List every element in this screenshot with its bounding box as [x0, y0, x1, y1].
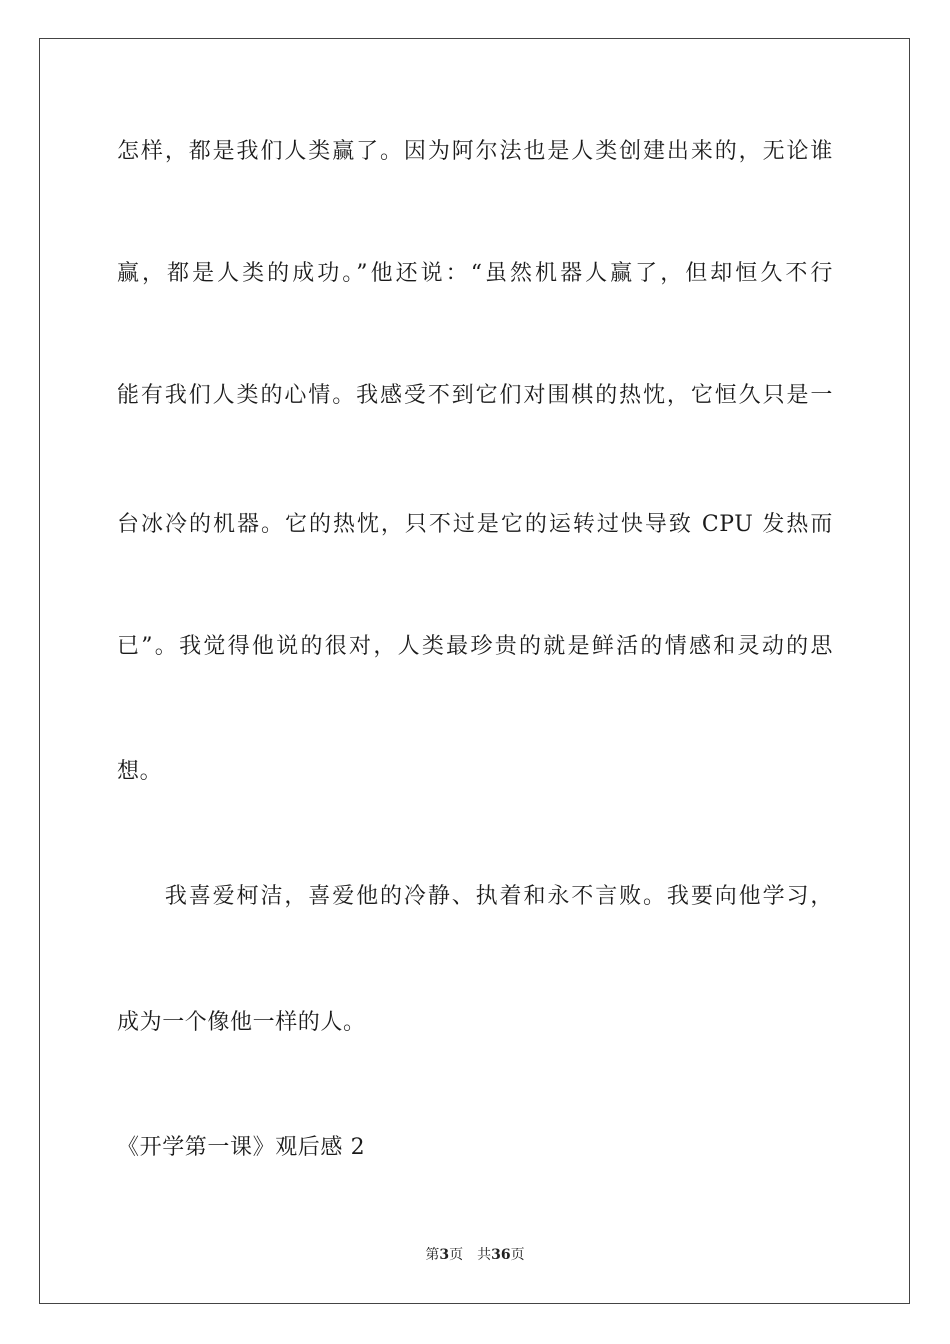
text-line-7: 我喜爱柯洁，喜爱他的冷静、执着和永不言败。我要向他学习， [117, 884, 833, 909]
text-line-4: 台冰冷的机器。它的热忱，只不过是它的运转过快导致 CPU 发热而 [117, 512, 833, 537]
footer-page-number: 3 [439, 1247, 450, 1263]
text-line-8: 成为一个像他一样的人。 [117, 1010, 366, 1035]
footer-page-suffix: 页 [449, 1247, 464, 1263]
footer-prefix: 第 [425, 1247, 440, 1263]
text-line-5: 已”。我觉得他说的很对，人类最珍贵的就是鲜活的情感和灵动的思 [117, 634, 833, 659]
section-heading: 《开学第一课》观后感 2 [117, 1135, 366, 1160]
footer-total-suffix: 页 [510, 1247, 525, 1263]
footer-total-prefix: 共 [477, 1247, 492, 1263]
page-footer [0, 1245, 950, 1265]
text-line-3: 能有我们人类的心情。我感受不到它们对围棋的热忱，它恒久只是一 [117, 383, 833, 408]
footer-total-pages: 36 [491, 1247, 511, 1263]
text-line-6: 想。 [117, 759, 163, 784]
text-line-1: 怎样，都是我们人类赢了。因为阿尔法也是人类创建出来的，无论谁 [117, 139, 833, 164]
page-border [39, 38, 910, 1304]
text-line-2: 赢，都是人类的成功。”他还说：“虽然机器人赢了，但却恒久不行 [117, 261, 833, 286]
